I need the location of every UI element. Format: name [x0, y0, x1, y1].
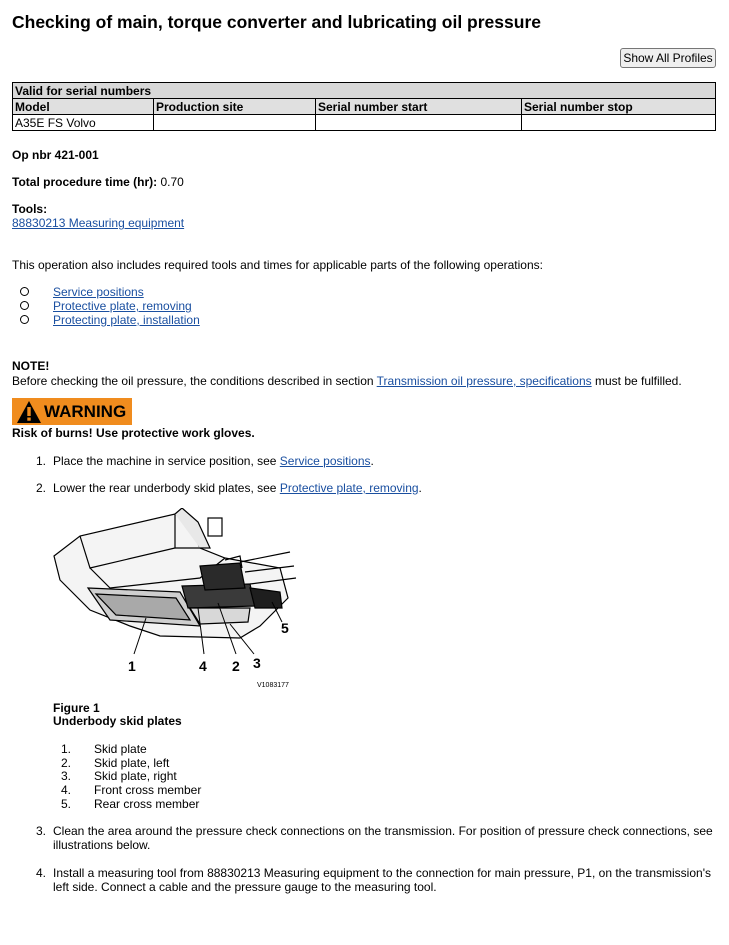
step-number: 4. — [36, 866, 47, 880]
bullet-icon — [20, 315, 29, 324]
callout-2: 2 — [232, 658, 240, 674]
step-text: Lower the rear underbody skid plates, see — [53, 481, 280, 495]
includes-text: This operation also includes required tools and times for applicable parts of the following operations: — [12, 258, 543, 272]
table-row — [13, 115, 716, 131]
op-link-protecting-plate-installation[interactable]: Protecting plate, installation — [53, 313, 200, 327]
cell-serial-stop — [522, 115, 716, 131]
step-number: 1. — [36, 454, 47, 468]
warning-text: Risk of burns! Use protective work gloves. — [12, 426, 255, 440]
note-text — [12, 374, 682, 388]
note-label: NOTE! — [12, 359, 50, 373]
callout-1: 1 — [128, 658, 136, 674]
legend-number: 2. — [61, 756, 72, 770]
legend-item: Skid plate — [94, 742, 147, 756]
step-text-after: . — [370, 454, 374, 468]
serial-number-table — [12, 82, 716, 131]
page-title: Checking of main, torque converter and lubricating oil pressure — [12, 12, 541, 32]
step-text-after: . — [418, 481, 422, 495]
note-text-before: Before checking the oil pressure, the conditions described in section — [12, 374, 377, 388]
serial-table-caption: Valid for serial numbers — [13, 83, 716, 99]
step-number: 2. — [36, 481, 47, 495]
header-model: Model — [13, 99, 154, 115]
figure-caption-number: Figure 1 — [53, 701, 100, 715]
legend-item: Skid plate, right — [94, 769, 177, 783]
cell-model: A35E FS Volvo — [13, 115, 154, 131]
procedure-time-label: Total procedure time (hr): — [12, 175, 158, 189]
step-1 — [53, 454, 717, 468]
legend-number: 1. — [61, 742, 72, 756]
bullet-icon — [20, 301, 29, 310]
tools-link[interactable]: 88830213 Measuring equipment — [12, 216, 185, 230]
cell-production-site — [154, 115, 316, 131]
legend-item: Front cross member — [94, 783, 202, 797]
legend-number: 5. — [61, 797, 72, 811]
legend-number: 4. — [61, 783, 72, 797]
op-number: Op nbr 421-001 — [12, 148, 99, 162]
header-production-site: Production site — [154, 99, 316, 115]
op-link-service-positions[interactable]: Service positions — [53, 285, 144, 299]
warning-label: WARNING — [44, 401, 127, 421]
header-serial-start: Serial number start — [316, 99, 522, 115]
bullet-icon — [20, 287, 29, 296]
step-text: Place the machine in service position, see — [53, 454, 280, 468]
warning-banner — [12, 398, 132, 425]
tools-label: Tools: — [12, 202, 48, 216]
step-number: 3. — [36, 824, 47, 838]
op-link-protective-plate-removing[interactable]: Protective plate, removing — [53, 299, 192, 313]
callout-3: 3 — [253, 655, 261, 671]
cell-serial-start — [316, 115, 522, 131]
procedure-time — [12, 175, 184, 189]
callout-5: 5 — [281, 620, 289, 636]
note-text-after: must be fulfilled. — [591, 374, 682, 388]
figure-image-id: V1083177 — [257, 682, 289, 689]
legend-item: Skid plate, left — [94, 756, 170, 770]
callout-4: 4 — [199, 658, 207, 674]
warning-triangle-icon — [16, 400, 42, 424]
header-serial-stop: Serial number stop — [522, 99, 716, 115]
procedure-time-value: 0.70 — [160, 175, 184, 189]
step-2 — [53, 481, 717, 495]
figure-caption-title: Underbody skid plates — [53, 714, 182, 728]
step-1-link[interactable]: Service positions — [279, 454, 371, 468]
show-all-profiles-button[interactable]: Show All Profiles — [620, 48, 716, 68]
step-3: Clean the area around the pressure check connections on the transmission. For position of pressure check connections, see illustrations below. — [53, 824, 713, 852]
step-4: Install a measuring tool from 88830213 Measuring equipment to the connection for main pressure, P1, on the transmission's left side. Connect a cable and the pressure gauge to the measuring tool. — [53, 866, 711, 894]
legend-item: Rear cross member — [94, 797, 200, 811]
legend-number: 3. — [61, 769, 72, 783]
note-link[interactable]: Transmission oil pressure, specifications — [376, 374, 592, 388]
step-2-link[interactable]: Protective plate, removing — [279, 481, 419, 495]
underbody-skid-plates-illustration — [50, 508, 300, 690]
